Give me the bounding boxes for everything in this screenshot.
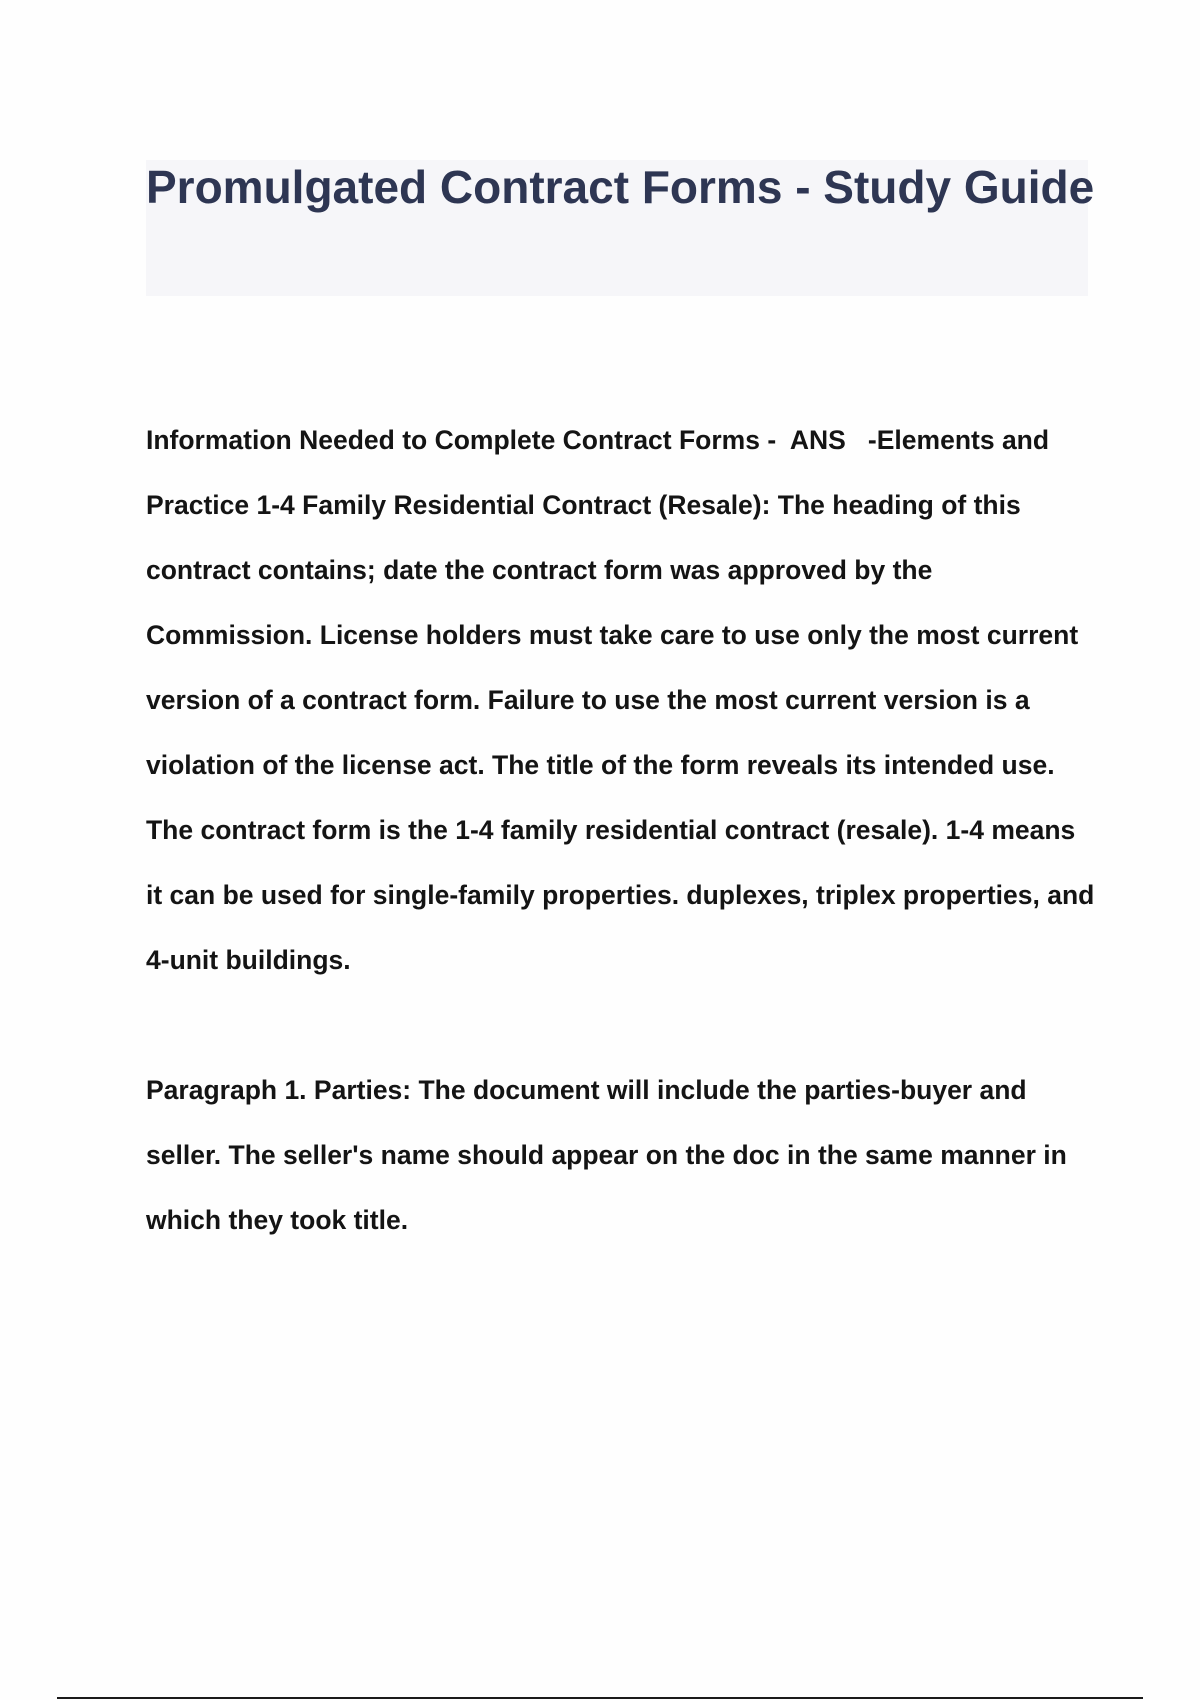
paragraph-parties: Paragraph 1. Parties: The document will include the parties-buyer and seller. The seller's name should appear on the doc in the same manner in which they took title. (146, 1075, 1075, 1235)
paragraph-contract-elements: Information Needed to Complete Contract Forms - ANS -Elements and Practice 1-4 Family Residential Contract (Resale): The heading of this contract contains; date the contract form was approved by the Commission. License holders must take care to use only the most current version of a contract form. Failure to use the most current version is a violation of the license act. The title of the form reveals its intended use. The contract form is the 1-4 family residential contract (resale). 1-4 means it can be used for single-family properties. duplexes, triplex properties, and 4-unit buildings. (146, 425, 1102, 975)
bottom-divider (57, 1697, 1143, 1699)
page-title: Promulgated Contract Forms - Study Guide (146, 161, 1095, 213)
document-body (146, 408, 1102, 1253)
